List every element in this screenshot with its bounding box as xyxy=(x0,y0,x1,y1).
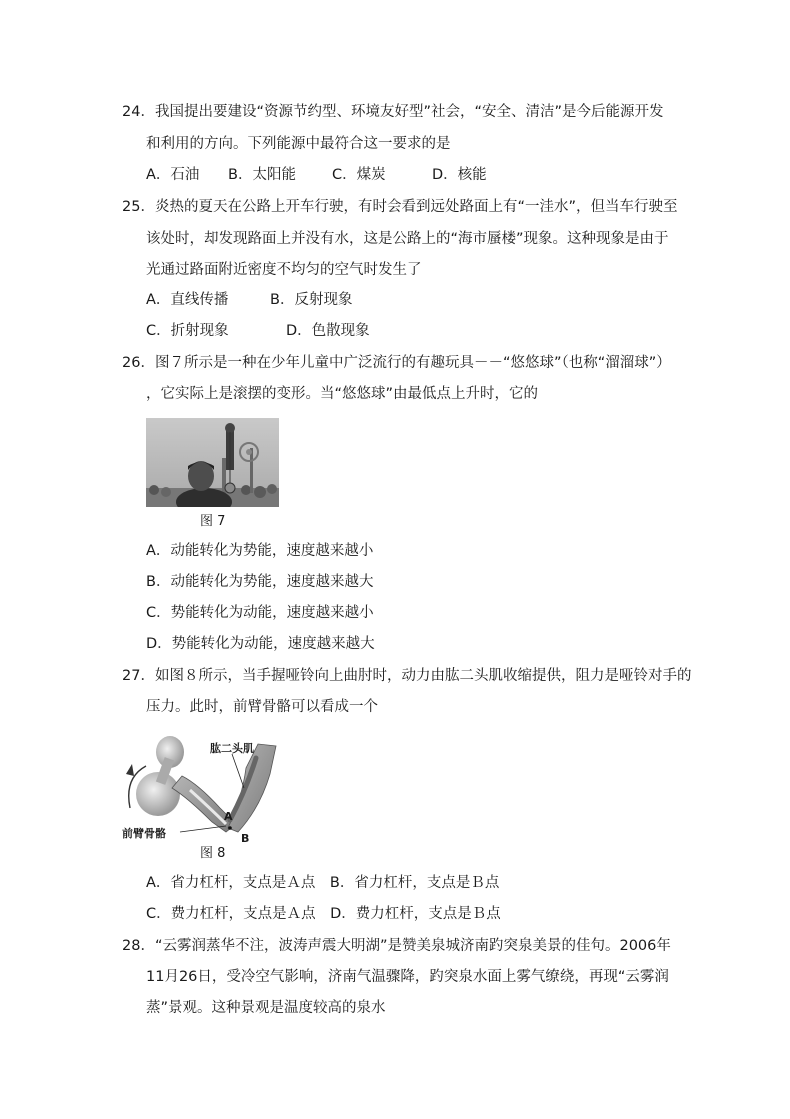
q25-option-a: A．直线传播 xyxy=(146,292,229,308)
q25-stem-line1: 25．炎热的夏天在公路上开车行驶，有时会看到远处路面上有“一洼水”，但当车行驶至 xyxy=(122,199,678,215)
q24-option-d: D．核能 xyxy=(432,167,487,183)
q25-option-d: D．色散现象 xyxy=(286,323,370,339)
q26-stem-line1: 26．图７所示是一种在少年儿童中广泛流行的有趣玩具－－“悠悠球”（也称“溜溜球”） xyxy=(122,355,671,371)
biceps-label: 肱二头肌 xyxy=(210,742,254,755)
q25-option-b: B．反射现象 xyxy=(270,292,353,308)
q26-option-b: B．动能转化为势能，速度越来越大 xyxy=(146,574,374,590)
q28-stem-line1: 28．“云雾润蒸华不注，波涛声震大明湖”是赞美泉城济南趵突泉美景的佳句。2006年 xyxy=(122,938,671,954)
q24-option-b: B．太阳能 xyxy=(228,167,296,183)
q25-stem-line3: 光通过路面附近密度不均匀的空气时发生了 xyxy=(146,262,422,278)
q26-stem-line2: ，它实际上是滚摆的变形。当“悠悠球”由最低点上升时，它的 xyxy=(146,386,539,402)
figure-7-caption: 图 7 xyxy=(200,514,226,529)
q26-option-c: C．势能转化为动能，速度越来越小 xyxy=(146,605,374,621)
point-a-label: A xyxy=(224,810,233,823)
yoyo-photo xyxy=(146,418,279,507)
arm-dumbbell-figure xyxy=(120,728,295,850)
q27-stem-line1: 27．如图８所示，当手握哑铃向上曲肘时，动力由肱二头肌收缩提供，阻力是哑铃对手的 xyxy=(122,668,692,684)
q27-stem-line2: 压力。此时，前臂骨骼可以看成一个 xyxy=(146,699,378,715)
q24-option-c: C．煤炭 xyxy=(332,167,386,183)
q26-option-d: D．势能转化为动能，速度越来越大 xyxy=(146,636,375,652)
q28-stem-line2: 11月26日，受冷空气影响，济南气温骤降，趵突泉水面上雾气缭绕，再现“云雾润 xyxy=(146,969,669,985)
point-b-label: B xyxy=(241,832,250,845)
q25-option-c: C．折射现象 xyxy=(146,323,229,339)
q26-option-a: A．动能转化为势能，速度越来越小 xyxy=(146,543,374,559)
q24-stem-line1: 24．我国提出要建设“资源节约型、环境友好型”社会，“安全、清洁”是今后能源开发 xyxy=(122,104,664,120)
figure-8-caption: 图 8 xyxy=(200,846,226,861)
q28-stem-line3: 蒸”景观。这种景观是温度较高的泉水 xyxy=(146,1000,386,1016)
forearm-bone-label: 前臂骨骼 xyxy=(122,827,166,840)
q24-option-a: A．石油 xyxy=(146,167,200,183)
q25-stem-line2: 该处时，却发现路面上并没有水，这是公路上的“海市蜃楼”现象。这种现象是由于 xyxy=(146,231,669,247)
q24-stem-line2: 和利用的方向。下列能源中最符合这一要求的是 xyxy=(146,136,451,152)
q27-options-row1: A．省力杠杆，支点是Ａ点 B．省力杠杆，支点是Ｂ点 xyxy=(146,875,500,891)
q27-options-row2: C．费力杠杆，支点是Ａ点 D．费力杠杆，支点是Ｂ点 xyxy=(146,906,501,922)
